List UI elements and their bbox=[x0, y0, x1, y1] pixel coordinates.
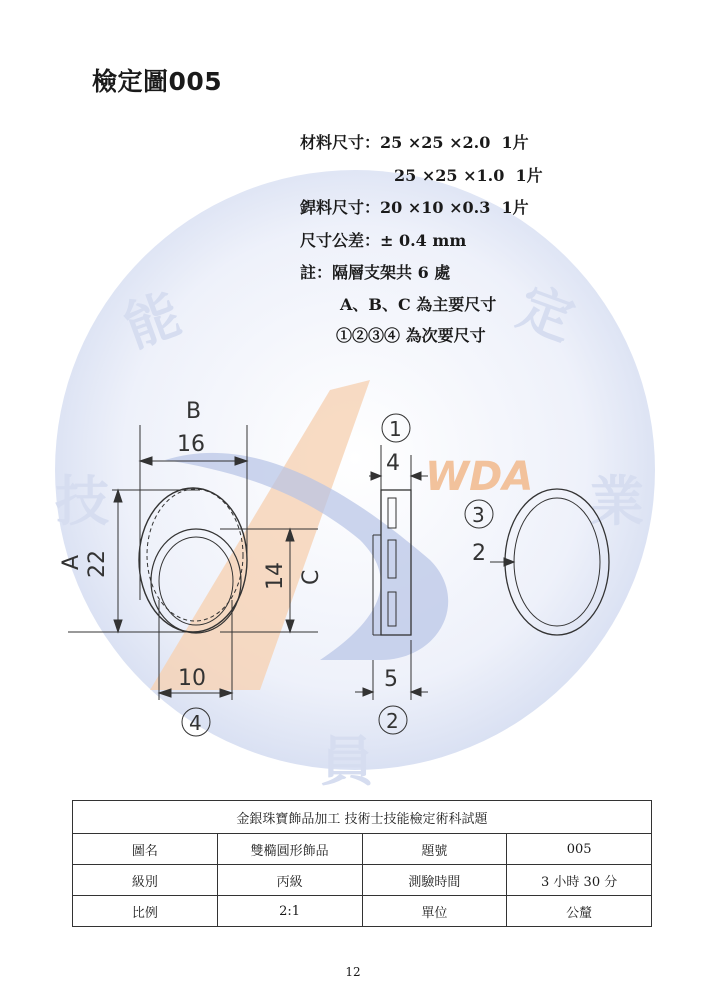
dim-4: 4 bbox=[386, 451, 400, 476]
page-title: 檢定圖005 bbox=[92, 67, 223, 96]
table-row bbox=[73, 865, 652, 896]
callout-2: 2 bbox=[386, 709, 399, 733]
table-cell: 丙級 bbox=[217, 865, 362, 896]
spec-material-1: 材料尺寸：25 ×25 ×2.0 1片 bbox=[300, 133, 529, 152]
table-row bbox=[73, 896, 652, 927]
technical-drawing bbox=[0, 380, 706, 750]
page-number: 12 bbox=[345, 965, 361, 979]
watermark-char-2: 定 bbox=[509, 274, 583, 353]
ring-inner bbox=[514, 498, 600, 626]
watermark-char-0: 技 bbox=[55, 470, 109, 533]
table-cell: 單位 bbox=[362, 896, 507, 927]
table-cell: 題號 bbox=[362, 834, 507, 865]
dim-2: 2 bbox=[472, 541, 486, 566]
callout-3: 3 bbox=[472, 503, 485, 527]
dim-label-A: A bbox=[59, 554, 84, 570]
spec-note-minor: ①②③④ 為次要尺寸 bbox=[336, 326, 486, 345]
spec-note: 註：隔層支架共 6 處 bbox=[300, 263, 451, 282]
dim-label-B: B bbox=[186, 399, 202, 424]
table-row bbox=[73, 834, 652, 865]
watermark-char-1: 能 bbox=[116, 281, 189, 360]
table-cell: 級別 bbox=[73, 865, 218, 896]
inner-ellipse-inner bbox=[159, 537, 233, 625]
spec-tolerance: 尺寸公差：± 0.4 mm bbox=[300, 231, 467, 250]
table-cell: 測驗時間 bbox=[362, 865, 507, 896]
dim-10: 10 bbox=[178, 666, 206, 691]
table-cell: 圖名 bbox=[73, 834, 218, 865]
table-cell: 比例 bbox=[73, 896, 218, 927]
dim-14: 14 bbox=[263, 562, 288, 590]
table-cell: 雙橢圓形飾品 bbox=[217, 834, 362, 865]
table-header: 金銀珠寶飾品加工 技術士技能檢定術科試題 bbox=[73, 801, 652, 834]
table-cell: 公釐 bbox=[507, 896, 652, 927]
callout-4: 4 bbox=[189, 711, 202, 735]
dim-5: 5 bbox=[384, 667, 398, 692]
exam-info-table bbox=[72, 800, 652, 927]
watermark-char-3: 業 bbox=[590, 470, 644, 533]
table-cell: 2:1 bbox=[217, 896, 362, 927]
table-cell: 3 小時 30 分 bbox=[507, 865, 652, 896]
watermark-char-4: 員 bbox=[320, 730, 374, 793]
ring-outer bbox=[505, 489, 609, 635]
dim-22: 22 bbox=[85, 550, 110, 578]
dim-16: 16 bbox=[177, 432, 205, 457]
inner-ellipse-outer bbox=[151, 529, 241, 633]
watermark-brand: WDA bbox=[425, 454, 534, 500]
spec-material-2: 25 ×25 ×1.0 1片 bbox=[394, 166, 543, 185]
callout-1: 1 bbox=[389, 417, 402, 441]
spec-note-main: A、B、C 為主要尺寸 bbox=[340, 295, 497, 314]
table-cell: 005 bbox=[507, 834, 652, 865]
spec-solder: 銲料尺寸：20 ×10 ×0.3 1片 bbox=[300, 198, 529, 217]
dim-label-C: C bbox=[299, 569, 324, 585]
